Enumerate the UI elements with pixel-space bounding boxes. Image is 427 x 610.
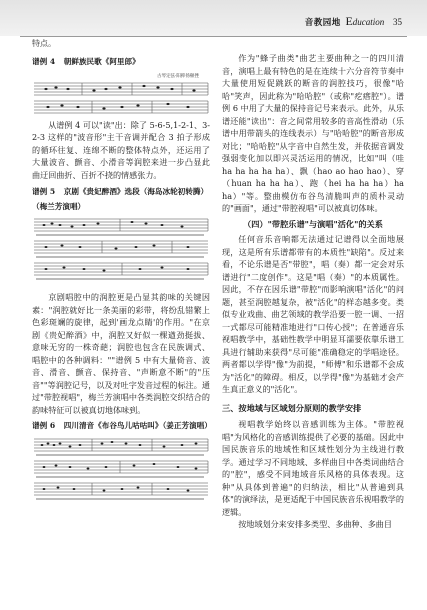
score-example-6: [32, 435, 210, 505]
section-heading-4: （四）"带腔乐谱"与演唱"活化"的关系: [243, 218, 383, 229]
paragraph-example-5-analysis: 京剧唱腔中的润腔更是凸显其韵味的关键因素："润腔就好比一条美丽的彩带，将纷乱错繁上色彩斑斓的旋律，起到'画龙点睛'的作用。"在京剧《贵妃醉酒》中，润腔又好似一棵遒劲挺拔、意味无穷的一株奇葩；润腔也包含在民族调式、唱腔中的各种调料：""谱例 5 中有大量倚音、波音、滑音、颤音、保持音、"声断意不断"的"压音""等润腔记号，以及对吐字发音过程的标注。通过"带腔视唱"，梅兰芳演唱中各类润腔交织结合的韵味特征可以被真切地体味到。: [32, 292, 210, 415]
example-5-caption: [32, 186, 210, 199]
score-example-4: [32, 71, 210, 115]
right-column: [222, 52, 404, 531]
example-6-title: 四川清音《布谷鸟儿咕咕叫》（姜正芳演唱）: [63, 421, 212, 430]
page-header: [0, 0, 427, 46]
paragraph-score-and-activation: 任何音乐音响都无法通过记谱得以全面地展现，这是所有乐谱都带有的本质性"缺陷"。反过来看，不论乐谱是否"带腔"，唱（奏）都一定会对乐谱进行"二度创作"。这是"唱（奏）"的本质属性。因此，不存在因乐谱"带腔"而影响演唱"活化"的问题，甚至润腔越复杂，被"活化"的样态越多变。类似专业戏曲、曲艺领域的教学沿要一腔一调、一招一式都尽可能精准地进行"口传心授"；在普通音乐视唱教学中，基础性教学中明显耳濡要依靠乐谱工具进行辅助来获得"尽可能"准确稳定的学唱途径。两者都以学得"像"为前提，"师傅"和乐谱都不会成为"活化"的障碍。相反，以学得"像"为基础才会产生真正意义的"活化"。: [222, 234, 404, 394]
example-5-title: 京剧《贵妃醉酒》选段（海岛冰轮初转腾）: [63, 187, 209, 196]
score-4-label: 古琴定弦·阳抑扬顿挫: [157, 73, 199, 79]
example-4-title: 朝鲜族民歌《阿里郎》: [63, 57, 140, 66]
example-4-number: 谱例 4: [32, 57, 56, 66]
page-number: 35: [393, 17, 402, 27]
left-column: [32, 52, 210, 509]
column-name-zh: 音教园地: [304, 18, 341, 28]
example-6-number: 谱例 6: [32, 421, 56, 430]
example-5-number: 谱例 5: [32, 187, 56, 196]
column-name-rest: ducation: [352, 17, 385, 27]
continued-text: 特点。: [32, 39, 56, 48]
example-4-caption: [32, 56, 210, 69]
paragraph-example-4-analysis: 从谱例 4 可以"读"出：除了 5-6-5,1-2-1、3-2-3 这样的"波音形"主干音调并配合 3 拍子形成的循环往复、连绵不断的整体特点外，还运用了大量波音、颤音、小滑音等润腔来进一步凸显此曲迂回曲折、百折不挠的情感张力。: [32, 119, 210, 180]
score-example-5: [32, 215, 210, 287]
example-6-caption: [32, 420, 210, 433]
section-heading-3: 三、按地域与区域划分原则的教学安排: [222, 402, 362, 413]
example-5-subtitle: （梅兰芳演唱）: [32, 201, 86, 211]
header-rule: [20, 36, 407, 37]
paragraph-sichuan-qingyin: 作为"蜂子曲类"曲艺主要曲种之一的四川清音，演唱上最有特色的是在连续十六分音符节奏中大量使用短促跳跃的断音的润腔技巧，很像"哈哈"笑声，因此称为"哈哈腔"（或称"疙瘩腔"）。谱例 6 中用了大量的保持音记号来表示。此外，从乐谱还能"读出"：音之间常用较多的音高性滑动（乐谱中用带箭头的连线表示）与"哈哈腔"的断音形成对比；"哈哈腔"从字音中自然生发，并依据音调发强弱变化加以即兴灵活运用的情况，比如"叫（哇 ha ha ha ha ha）、飘（hao ao hao hao）、穿（huan ha ha ha）、跑（hei ha ha ha）ha ha）"等。整曲模仿布谷鸟清脆叫声的质朴灵动的"画面"，通过"带腔视唱"可以被真切体味。: [222, 53, 404, 213]
paragraph-regional-teaching: 视唱教学始终以音感训练为主体。"带腔视唱"为风格化的音感训练提供了必要的基础。因此中国民族音乐的地域性和区域性划分为主线进行教学。通过学习不同地域、多样曲目中各类词曲结合的"腔"，感受不同地域音乐风格的具体表现。这种"从具体到普遍"的归纳法，相比"从普遍到具体"的演绎法，是更适配于中国民族音乐视唱教学的逻辑。: [222, 419, 404, 517]
column-name-cap: E: [345, 14, 353, 28]
column-title: [305, 14, 402, 29]
paragraph-regional-arrangement: 按地域划分来安排多类型、多曲种、多曲目: [238, 519, 392, 529]
